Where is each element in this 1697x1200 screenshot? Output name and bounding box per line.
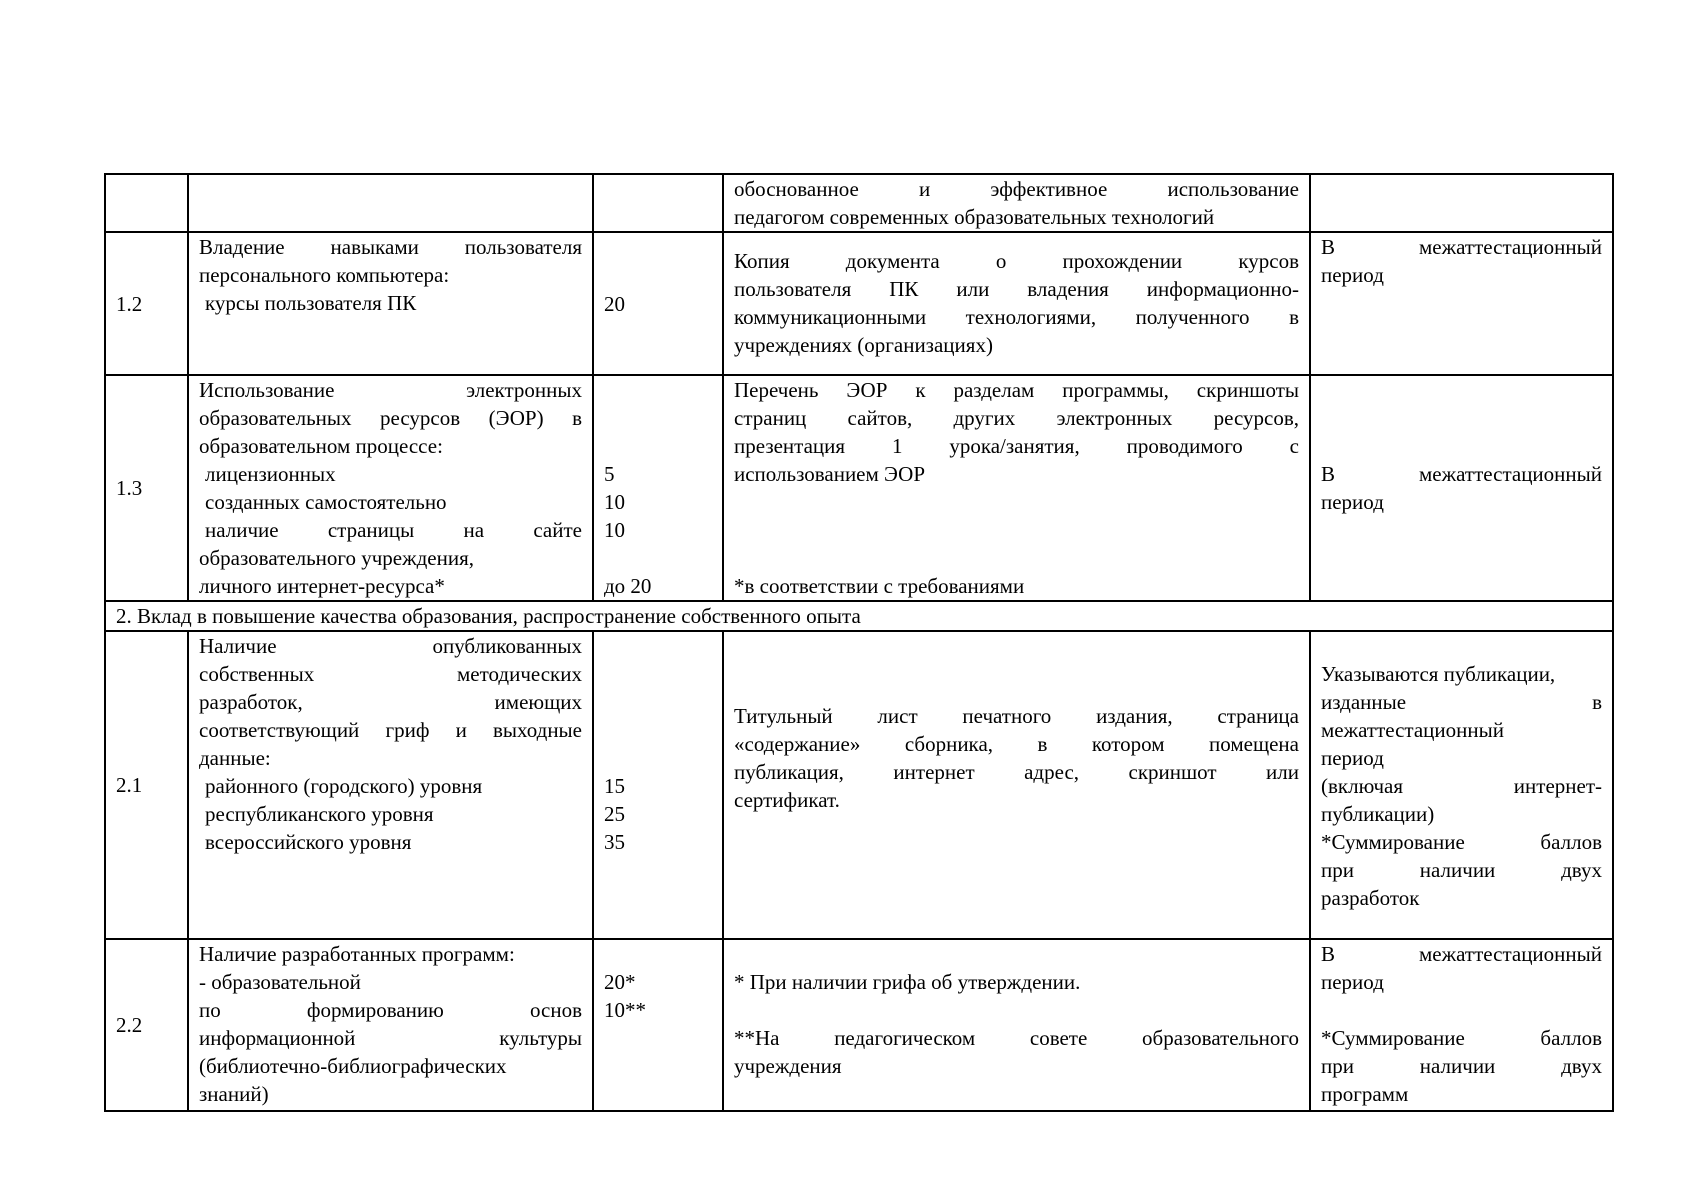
note-cell <box>1310 939 1613 1111</box>
row-number: 1.3 <box>105 375 188 601</box>
criterion-line: наличие страницы на сайте <box>205 518 582 542</box>
note-line: период <box>1321 490 1384 514</box>
note-line: Указываются публикации, <box>1321 662 1556 686</box>
points-value: 20 <box>604 291 625 316</box>
criterion-line: по формированию основ <box>199 998 582 1022</box>
criterion-line: созданных самостоятельно <box>205 490 447 514</box>
criterion-line: Наличие опубликованных <box>199 634 582 658</box>
points-value: 35 <box>604 830 625 854</box>
criterion-line: Использование электронных <box>199 378 582 402</box>
criterion-cell <box>188 939 593 1111</box>
criterion-line: (библиотечно-библиографических <box>199 1054 507 1078</box>
criterion-line: персонального компьютера: <box>199 263 450 287</box>
table-row-2-2 <box>105 939 1613 1111</box>
section-title: 2. Вклад в повышение качества образования, распространение собственного опыта <box>105 601 1613 631</box>
points-cell <box>593 375 723 601</box>
table-row-1-3 <box>105 375 1613 601</box>
criterion-line: Наличие разработанных программ: <box>199 942 515 966</box>
criterion-line: республиканского уровня <box>205 802 434 826</box>
note-cell <box>1310 375 1613 601</box>
evidence-line: публикация, интернет адрес, скриншот или <box>734 760 1299 784</box>
note-line: программ <box>1321 1082 1409 1106</box>
evidence-cell <box>723 232 1310 375</box>
note-line: период <box>1321 970 1384 994</box>
criterion-line: лицензионных <box>205 462 336 486</box>
evidence-line: учреждения <box>734 1054 842 1078</box>
points-cell <box>593 939 723 1111</box>
points-value: 25 <box>604 802 625 826</box>
criterion-line: образовательном процессе: <box>199 434 443 458</box>
note-line: при наличии двух <box>1321 858 1602 882</box>
criterion-line: всероссийского уровня <box>205 830 412 854</box>
evidence-line: презентация 1 урока/занятия, проводимого с <box>734 434 1299 458</box>
evidence-line: Титульный лист печатного издания, страница <box>734 704 1299 728</box>
evidence-cell <box>723 939 1310 1111</box>
points-cell <box>593 631 723 939</box>
evidence-footnote: *в соответствии с требованиями <box>734 574 1025 598</box>
note-line: публикации) <box>1321 802 1435 826</box>
criterion-line: образовательного учреждения, <box>199 546 475 570</box>
note-line: В межаттестационный <box>1321 942 1602 966</box>
note-line: период <box>1321 746 1384 770</box>
note-line: период <box>1321 263 1384 287</box>
note-line: (включая интернет- <box>1321 774 1602 798</box>
evidence-line: использованием ЭОР <box>734 462 926 486</box>
note-cell <box>1310 232 1613 375</box>
criterion-line: знаний) <box>199 1082 269 1106</box>
evidence-line: коммуникационными технологиями, полученного в <box>734 305 1299 329</box>
points-cell <box>593 174 723 232</box>
criterion-line: районного (городского) уровня <box>205 774 483 798</box>
criteria-table <box>104 173 1614 1112</box>
criterion-line: собственных методических <box>199 662 582 686</box>
evidence-line: обоснованное и эффективное использование <box>734 177 1299 201</box>
note-cell <box>1310 174 1613 232</box>
evidence-line: * При наличии грифа об утверждении. <box>734 970 1081 994</box>
evidence-cell <box>723 174 1310 232</box>
evidence-line: **На педагогическом совете образовательного <box>734 1026 1299 1050</box>
criterion-line: - образовательной <box>199 970 361 994</box>
evidence-line: «содержание» сборника, в котором помещена <box>734 732 1299 756</box>
criterion-line: разработок, имеющих <box>199 690 582 714</box>
criterion-line: данные: <box>199 746 271 770</box>
note-cell <box>1310 631 1613 939</box>
criterion-line: личного интернет-ресурса* <box>199 574 445 598</box>
evidence-line: сертификат. <box>734 788 840 812</box>
note-line: *Суммирование баллов <box>1321 830 1602 854</box>
criterion-cell <box>188 631 593 939</box>
note-line: при наличии двух <box>1321 1054 1602 1078</box>
points-value: до 20 <box>604 574 652 598</box>
criterion-line: Владение навыками пользователя <box>199 235 582 259</box>
points-cell <box>593 232 723 375</box>
table-row-1-2 <box>105 232 1613 375</box>
criterion-cell <box>188 174 593 232</box>
note-line: В межаттестационный <box>1321 462 1602 486</box>
note-line: разработок <box>1321 886 1420 910</box>
evidence-line: учреждениях (организациях) <box>734 333 993 357</box>
note-line: межаттестационный <box>1321 718 1504 742</box>
evidence-line: пользователя ПК или владения информационно- <box>734 277 1299 301</box>
evidence-cell <box>723 631 1310 939</box>
table-row-continuation <box>105 174 1613 232</box>
points-value: 20* <box>604 970 636 994</box>
criterion-line: образовательных ресурсов (ЭОР) в <box>199 406 582 430</box>
criterion-cell <box>188 232 593 375</box>
row-number: 2.1 <box>105 631 188 939</box>
evidence-line: педагогом современных образовательных технологий <box>734 205 1215 229</box>
note-line: *Суммирование баллов <box>1321 1026 1602 1050</box>
points-value: 5 <box>604 462 615 486</box>
evidence-line: страниц сайтов, других электронных ресурсов, <box>734 406 1299 430</box>
evidence-cell <box>723 375 1310 601</box>
criterion-line: соответствующий гриф и выходные <box>199 718 582 742</box>
row-number: 1.2 <box>105 232 188 375</box>
row-number: 2.2 <box>105 939 188 1111</box>
criterion-cell <box>188 375 593 601</box>
points-value: 10 <box>604 490 625 514</box>
num-cell <box>105 174 188 232</box>
section-header-row <box>105 601 1613 631</box>
note-line: В межаттестационный <box>1321 235 1602 259</box>
table-row-2-1 <box>105 631 1613 939</box>
points-value: 15 <box>604 774 625 798</box>
criterion-line: информационной культуры <box>199 1026 582 1050</box>
points-value: 10 <box>604 518 625 542</box>
criterion-line: курсы пользователя ПК <box>205 291 417 315</box>
note-line: изданные в <box>1321 690 1602 714</box>
evidence-line: Копия документа о прохождении курсов <box>734 249 1299 273</box>
points-value: 10** <box>604 998 646 1022</box>
evidence-line: Перечень ЭОР к разделам программы, скриншоты <box>734 378 1299 402</box>
